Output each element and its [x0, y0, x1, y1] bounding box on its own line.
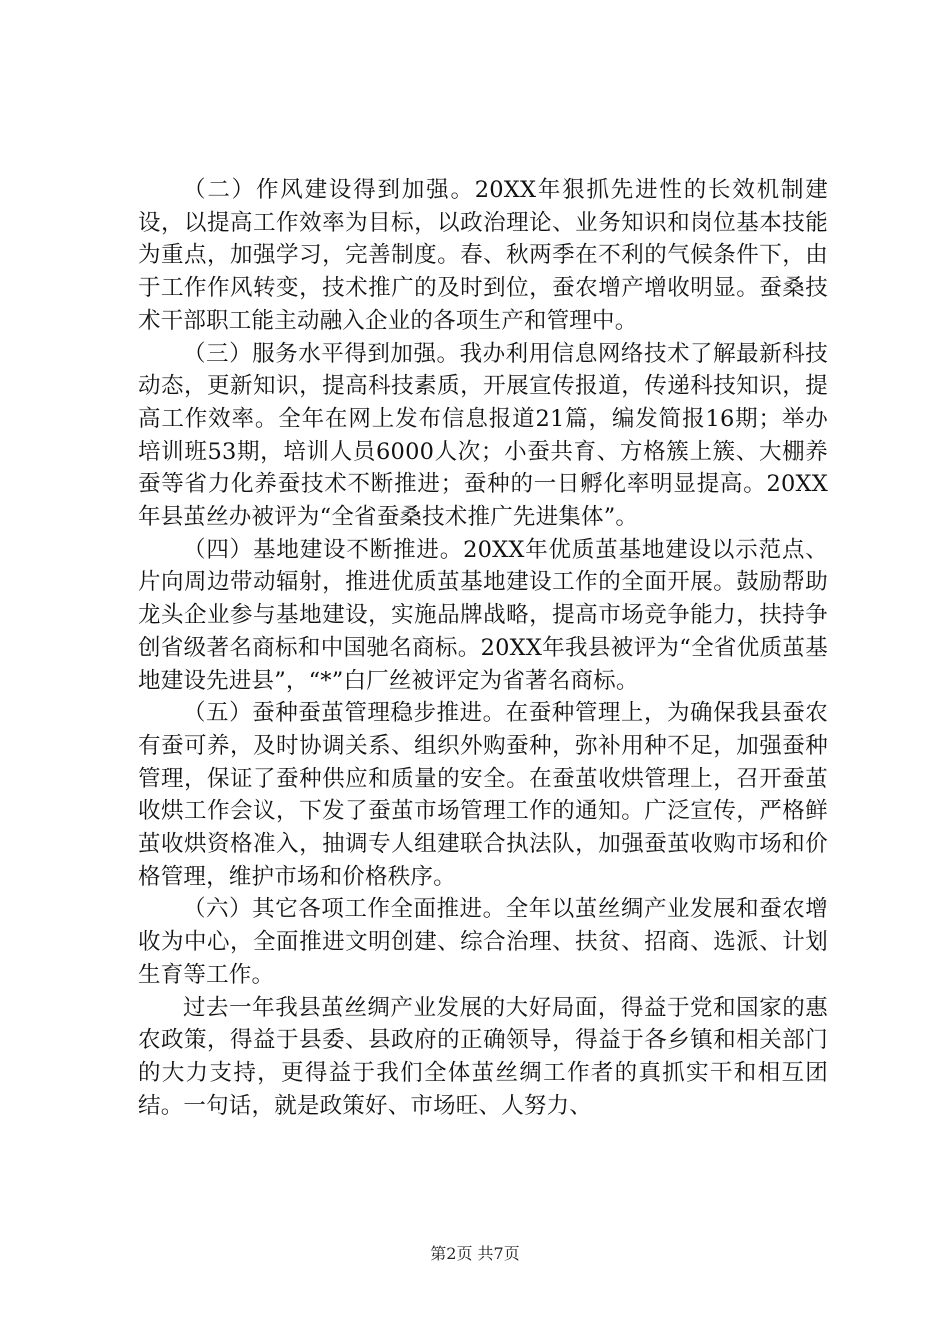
paragraph-base-construction: （四）基地建设不断推进。20XX年优质茧基地建设以示范点、片向周边带动辐射，推进优质茧基地建设工作的全面开展。鼓励帮助龙头企业参与基地建设，实施品牌战略，提高市场竞争能力，扶持争创省级著名商标和中国驰名商标。20XX年我县被评为“全省优质茧基地建设先进县”，“*”白厂丝被评定为省著名商标。 [138, 536, 828, 694]
paragraph-summary: 过去一年我县茧丝绸产业发展的大好局面，得益于党和国家的惠农政策，得益于县委、县政府的正确领导，得益于各乡镇和相关部门的大力支持，更得益于我们全体茧丝绸工作者的真抓实干和相互团结。一句话，就是政策好、市场旺、人努力、 [138, 994, 828, 1119]
paragraph-silkworm-management: （五）蚕种蚕茧管理稳步推进。在蚕种管理上，为确保我县蚕农有蚕可养，及时协调关系、组织外购蚕种，弥补用种不足，加强蚕种管理，保证了蚕种供应和质量的安全。在蚕茧收烘管理上，召开蚕茧收烘工作会议，下发了蚕茧市场管理工作的通知。广泛宣传，严格鲜茧收烘资格准入，抽调专人组建联合执法队，加强蚕茧收购市场和价格管理，维护市场和价格秩序。 [138, 700, 828, 890]
paragraph-other-work: （六）其它各项工作全面推进。全年以茧丝绸产业发展和蚕农增收为中心，全面推进文明创建、综合治理、扶贫、招商、选派、计划生育等工作。 [138, 896, 828, 988]
page-number-footer: 第2页 共7页 [430, 1244, 520, 1263]
paragraph-service-level: （三）服务水平得到加强。我办利用信息网络技术了解最新科技动态，更新知识，提高科技素质，开展宣传报道，传递科技知识，提高工作效率。全年在网上发布信息报道21篇，编发简报16期；举办培训班53期，培训人员6000人次；小蚕共育、方格簇上簇、大棚养蚕等省力化养蚕技术不断推进；蚕种的一日孵化率明显提高。20XX年县茧丝办被评为“全省蚕桑技术推广先进集体”。 [138, 340, 828, 531]
document-body [138, 174, 828, 1122]
paragraph-work-style: （二）作风建设得到加强。20XX年狠抓先进性的长效机制建设，以提高工作效率为目标，以政治理论、业务知识和岗位基本技能为重点，加强学习，完善制度。春、秋两季在不利的气候条件下，由于工作作风转变，技术推广的及时到位，蚕农增产增收明显。蚕桑技术干部职工能主动融入企业的各项生产和管理中。 [138, 177, 828, 334]
